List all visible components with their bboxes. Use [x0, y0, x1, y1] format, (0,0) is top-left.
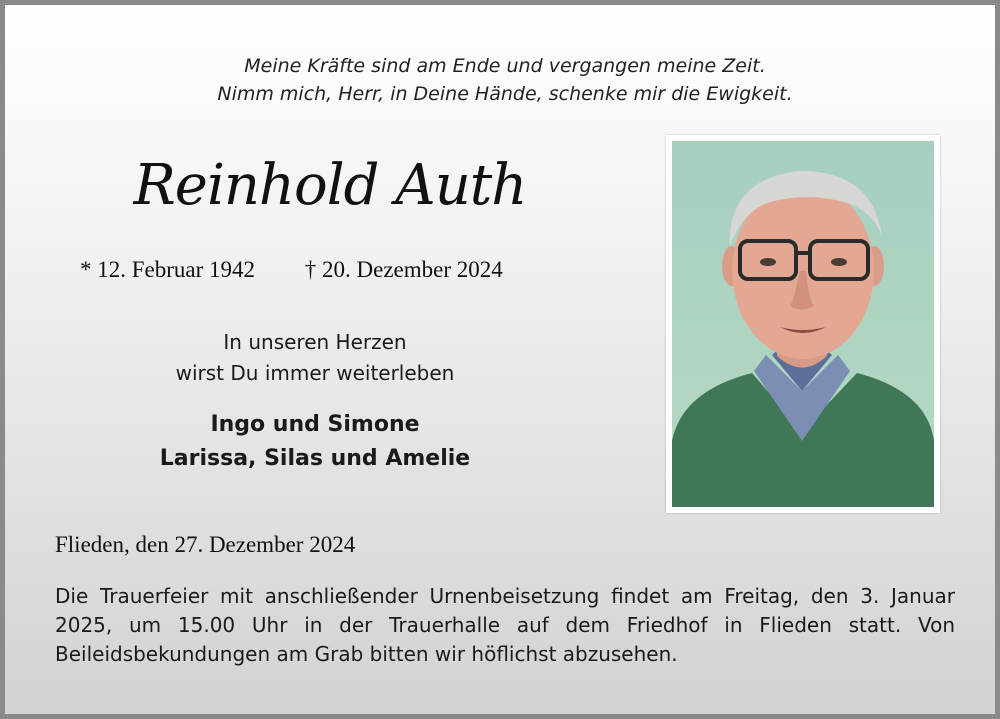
family-line-1: Ingo und Simone: [210, 412, 420, 437]
portrait-photo: [666, 135, 940, 513]
verse-line-2: Nimm mich, Herr, in Deine Hände, schenke mir die Ewigkeit.: [217, 83, 793, 105]
notice-line-3: Von Beileidsbekundungen am Grab bitten wir höflichst abzusehen.: [55, 613, 955, 666]
notice-line-1: Die Trauerfeier mit anschließender Urnenbeisetzung findet am Freitag, den: [55, 584, 849, 608]
message-line-1: In unseren Herzen: [223, 330, 407, 354]
portrait-image: [672, 141, 934, 507]
birth-date: * 12. Februar 1942: [80, 257, 256, 282]
place-and-date: Flieden, den 27. Dezember 2024: [55, 532, 356, 557]
family-line-2: Larissa, Silas und Amelie: [159, 446, 471, 471]
notice-line-2: 3. Januar 2025, um 15.00 Uhr in der Trauerhalle auf dem Friedhof in Flieden statt.: [55, 584, 955, 637]
life-dates: [80, 257, 503, 283]
deceased-name: Reinhold Auth: [133, 153, 527, 218]
verse: [105, 52, 905, 108]
verse-line-1: Meine Kräfte sind am Ende und vergangen meine Zeit.: [244, 55, 766, 77]
death-date: † 20. Dezember 2024: [304, 257, 503, 282]
message-line-2: wirst Du immer weiterleben: [175, 361, 455, 385]
family-names: [105, 408, 525, 476]
funeral-notice: [55, 582, 955, 669]
memorial-message: [105, 327, 525, 389]
